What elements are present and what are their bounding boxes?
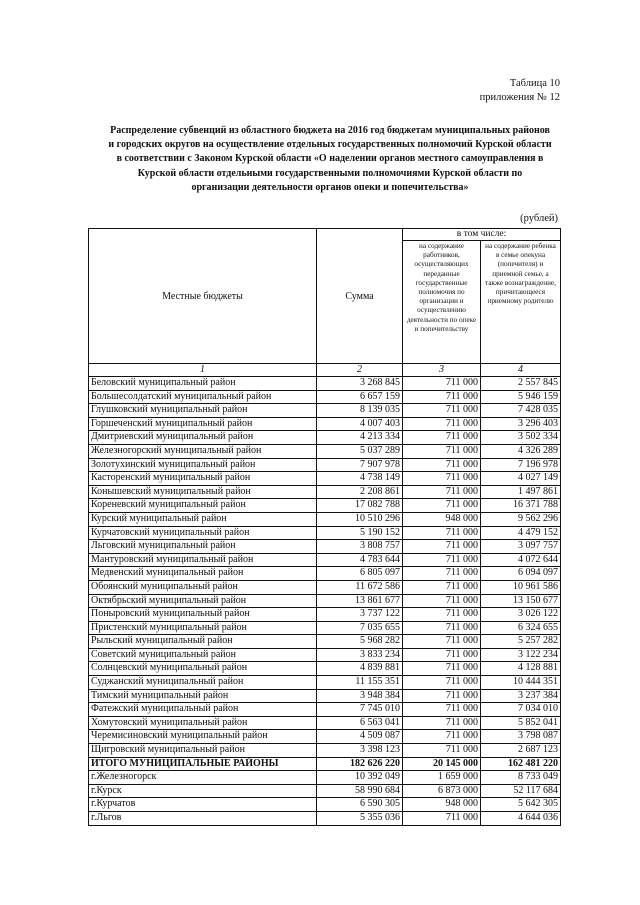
staff-cell: 711 000	[403, 499, 481, 513]
table-number-label: Таблица 10	[509, 78, 560, 89]
sum-cell: 5 037 289	[317, 444, 403, 458]
sum-cell: 6 563 041	[317, 716, 403, 730]
staff-cell: 711 000	[403, 458, 481, 472]
table-row	[89, 485, 561, 499]
budget-name-cell: Горшеченский муниципальный район	[89, 417, 317, 431]
budget-name-cell: Льговский муниципальный район	[89, 540, 317, 554]
child-cell: 3 122 234	[481, 648, 561, 662]
staff-cell: 711 000	[403, 689, 481, 703]
budget-name-cell: Пристенский муниципальный район	[89, 621, 317, 635]
table-row	[89, 703, 561, 717]
budget-name-cell: г.Льгов	[89, 812, 317, 826]
title-line: Распределение субвенций из областного бюджета на 2016 год бюджетам муниципальных районов	[110, 125, 550, 136]
staff-cell: 711 000	[403, 635, 481, 649]
subsidy-table	[88, 228, 561, 826]
header-staff: на содержание работников, осуществляющих переданные государственные полномочия по организации и осуществлению деятельности по опеке и попечительству	[403, 241, 481, 364]
staff-cell: 711 000	[403, 553, 481, 567]
sum-cell: 3 737 122	[317, 608, 403, 622]
child-cell: 6 094 097	[481, 567, 561, 581]
staff-cell: 711 000	[403, 648, 481, 662]
column-number: 3	[403, 364, 481, 377]
sum-cell: 11 155 351	[317, 676, 403, 690]
table-body	[89, 377, 561, 826]
staff-cell: 948 000	[403, 798, 481, 812]
header-child: на содержание ребенка в семье опекуна (попечителя) и приемной семье, а также вознаграждение, причитающееся приемному родителю	[481, 241, 561, 364]
table-row	[89, 771, 561, 785]
sum-cell: 4 509 087	[317, 730, 403, 744]
staff-cell: 711 000	[403, 472, 481, 486]
staff-cell: 711 000	[403, 444, 481, 458]
staff-cell: 711 000	[403, 540, 481, 554]
sum-cell: 13 861 677	[317, 594, 403, 608]
child-cell: 5 642 305	[481, 798, 561, 812]
title-line: организации деятельности органов опеки и попечительства»	[191, 181, 469, 193]
budget-name-cell: Медвенский муниципальный район	[89, 567, 317, 581]
budget-name-cell: Суджанский муниципальный район	[89, 676, 317, 690]
sum-cell: 4 839 881	[317, 662, 403, 676]
child-cell: 4 644 036	[481, 812, 561, 826]
sum-cell: 3 948 384	[317, 689, 403, 703]
budget-name-cell: Советский муниципальный район	[89, 648, 317, 662]
staff-cell: 1 659 000	[403, 771, 481, 785]
table-row	[89, 648, 561, 662]
budget-name-cell: Хомутовский муниципальный район	[89, 716, 317, 730]
child-cell: 6 324 655	[481, 621, 561, 635]
child-cell: 5 257 282	[481, 635, 561, 649]
header-sum: Сумма	[317, 229, 403, 364]
budget-name-cell: Черемисиновский муниципальный район	[89, 730, 317, 744]
staff-cell: 711 000	[403, 404, 481, 418]
header-including: в том числе:	[403, 229, 561, 241]
sum-cell: 182 626 220	[317, 757, 403, 771]
sum-cell: 7 745 010	[317, 703, 403, 717]
table-row	[89, 431, 561, 445]
budget-name-cell: Глушковский муниципальный район	[89, 404, 317, 418]
table-row	[89, 526, 561, 540]
sum-cell: 7 035 655	[317, 621, 403, 635]
staff-cell: 711 000	[403, 526, 481, 540]
sum-cell: 3 833 234	[317, 648, 403, 662]
table-row	[89, 404, 561, 418]
child-cell: 7 428 035	[481, 404, 561, 418]
child-cell: 162 481 220	[481, 757, 561, 771]
sum-cell: 58 990 684	[317, 784, 403, 798]
child-cell: 3 502 334	[481, 431, 561, 445]
child-cell: 7 034 010	[481, 703, 561, 717]
table-row	[89, 608, 561, 622]
budget-name-cell: Обоянский муниципальный район	[89, 580, 317, 594]
child-cell: 3 026 122	[481, 608, 561, 622]
sum-cell: 3 808 757	[317, 540, 403, 554]
sum-cell: 11 672 586	[317, 580, 403, 594]
budget-name-cell: Большесолдатский муниципальный район	[89, 390, 317, 404]
staff-cell: 711 000	[403, 417, 481, 431]
column-number: 2	[317, 364, 403, 377]
sum-cell: 2 208 861	[317, 485, 403, 499]
title-line: в соответствии с Законом Курской области «О наделении органов местного самоуправления в	[116, 153, 544, 165]
table-row	[89, 744, 561, 758]
child-cell: 10 961 586	[481, 580, 561, 594]
staff-cell: 711 000	[403, 812, 481, 826]
table-row	[89, 512, 561, 526]
sum-cell: 4 738 149	[317, 472, 403, 486]
sum-cell: 6 590 305	[317, 798, 403, 812]
header-budgets: Местные бюджеты	[89, 229, 317, 364]
child-cell: 3 237 384	[481, 689, 561, 703]
sum-cell: 5 355 036	[317, 812, 403, 826]
table-row	[89, 784, 561, 798]
table-row	[89, 444, 561, 458]
staff-cell: 948 000	[403, 512, 481, 526]
column-number: 1	[89, 364, 317, 377]
table-row	[89, 390, 561, 404]
table-row	[89, 472, 561, 486]
staff-cell: 711 000	[403, 377, 481, 391]
column-number: 4	[481, 364, 561, 377]
sum-cell: 6 805 097	[317, 567, 403, 581]
child-cell: 52 117 684	[481, 784, 561, 798]
unit-label: (рублей)	[520, 213, 558, 224]
sum-cell: 5 190 152	[317, 526, 403, 540]
table-row	[89, 662, 561, 676]
staff-cell: 711 000	[403, 662, 481, 676]
table-row	[89, 540, 561, 554]
staff-cell: 711 000	[403, 730, 481, 744]
budget-name-cell: Фатежский муниципальный район	[89, 703, 317, 717]
child-cell: 4 128 881	[481, 662, 561, 676]
budget-name-cell: г.Железногорск	[89, 771, 317, 785]
child-cell: 10 444 351	[481, 676, 561, 690]
table-row	[89, 689, 561, 703]
table-row	[89, 730, 561, 744]
budget-name-cell: Рыльский муниципальный район	[89, 635, 317, 649]
table-row	[89, 812, 561, 826]
budget-name-cell: Поныровский муниципальный район	[89, 608, 317, 622]
table-row	[89, 798, 561, 812]
budget-name-cell: Дмитриевский муниципальный район	[89, 431, 317, 445]
budget-name-cell: Мантуровский муниципальный район	[89, 553, 317, 567]
staff-cell: 711 000	[403, 594, 481, 608]
child-cell: 2 557 845	[481, 377, 561, 391]
sum-cell: 5 968 282	[317, 635, 403, 649]
table-total-row	[89, 757, 561, 771]
staff-cell: 711 000	[403, 485, 481, 499]
child-cell: 2 687 123	[481, 744, 561, 758]
budget-name-cell: Щигровский муниципальный район	[89, 744, 317, 758]
budget-name-cell: Курчатовский муниципальный район	[89, 526, 317, 540]
child-cell: 4 027 149	[481, 472, 561, 486]
sum-cell: 4 213 334	[317, 431, 403, 445]
staff-cell: 711 000	[403, 621, 481, 635]
sum-cell: 10 392 049	[317, 771, 403, 785]
sum-cell: 3 398 123	[317, 744, 403, 758]
child-cell: 1 497 861	[481, 485, 561, 499]
staff-cell: 711 000	[403, 390, 481, 404]
table-row	[89, 377, 561, 391]
sum-cell: 4 783 644	[317, 553, 403, 567]
table-row	[89, 499, 561, 513]
staff-cell: 711 000	[403, 580, 481, 594]
table-row	[89, 553, 561, 567]
budget-name-cell: Конышевский муниципальный район	[89, 485, 317, 499]
child-cell: 3 296 403	[481, 417, 561, 431]
staff-cell: 711 000	[403, 431, 481, 445]
table-row	[89, 635, 561, 649]
child-cell: 9 562 296	[481, 512, 561, 526]
sum-cell: 10 510 296	[317, 512, 403, 526]
child-cell: 7 196 978	[481, 458, 561, 472]
budget-name-cell: Золотухинский муниципальный район	[89, 458, 317, 472]
budget-name-cell: Октябрьский муниципальный район	[89, 594, 317, 608]
child-cell: 4 326 289	[481, 444, 561, 458]
staff-cell: 711 000	[403, 676, 481, 690]
sum-cell: 8 139 035	[317, 404, 403, 418]
child-cell: 3 097 757	[481, 540, 561, 554]
table-row	[89, 621, 561, 635]
child-cell: 4 479 152	[481, 526, 561, 540]
staff-cell: 711 000	[403, 716, 481, 730]
budget-name-cell: ИТОГО МУНИЦИПАЛЬНЫЕ РАЙОНЫ	[89, 757, 317, 771]
child-cell: 5 852 041	[481, 716, 561, 730]
table-row	[89, 594, 561, 608]
budget-name-cell: Касторенский муниципальный район	[89, 472, 317, 486]
sum-cell: 4 007 403	[317, 417, 403, 431]
child-cell: 4 072 644	[481, 553, 561, 567]
title-line: Курской области отдельными государственными полномочиями Курской области по	[137, 167, 523, 179]
sum-cell: 6 657 159	[317, 390, 403, 404]
budget-name-cell: Тимский муниципальный район	[89, 689, 317, 703]
sum-cell: 17 082 788	[317, 499, 403, 513]
child-cell: 3 798 087	[481, 730, 561, 744]
budget-name-cell: г.Курчатов	[89, 798, 317, 812]
document-title	[86, 124, 574, 195]
child-cell: 13 150 677	[481, 594, 561, 608]
table-row	[89, 458, 561, 472]
budget-name-cell: Солнцевский муниципальный район	[89, 662, 317, 676]
sum-cell: 7 907 978	[317, 458, 403, 472]
budget-name-cell: Кореневский муниципальный район	[89, 499, 317, 513]
annex-label: приложения № 12	[479, 92, 560, 103]
staff-cell: 711 000	[403, 567, 481, 581]
table-row	[89, 567, 561, 581]
table-row	[89, 716, 561, 730]
title-line: и городских округов на осуществление отдельных государственных полномочий Курской области	[108, 139, 552, 151]
budget-name-cell: Курский муниципальный район	[89, 512, 317, 526]
sum-cell: 3 268 845	[317, 377, 403, 391]
child-cell: 8 733 049	[481, 771, 561, 785]
budget-name-cell: г.Курск	[89, 784, 317, 798]
table-row	[89, 417, 561, 431]
staff-cell: 711 000	[403, 744, 481, 758]
staff-cell: 711 000	[403, 703, 481, 717]
budget-name-cell: Беловский муниципальный район	[89, 377, 317, 391]
staff-cell: 20 145 000	[403, 757, 481, 771]
staff-cell: 711 000	[403, 608, 481, 622]
table-caption	[480, 77, 560, 105]
staff-cell: 6 873 000	[403, 784, 481, 798]
child-cell: 16 371 788	[481, 499, 561, 513]
table-row	[89, 676, 561, 690]
budget-name-cell: Железногорский муниципальный район	[89, 444, 317, 458]
child-cell: 5 946 159	[481, 390, 561, 404]
table-row	[89, 580, 561, 594]
